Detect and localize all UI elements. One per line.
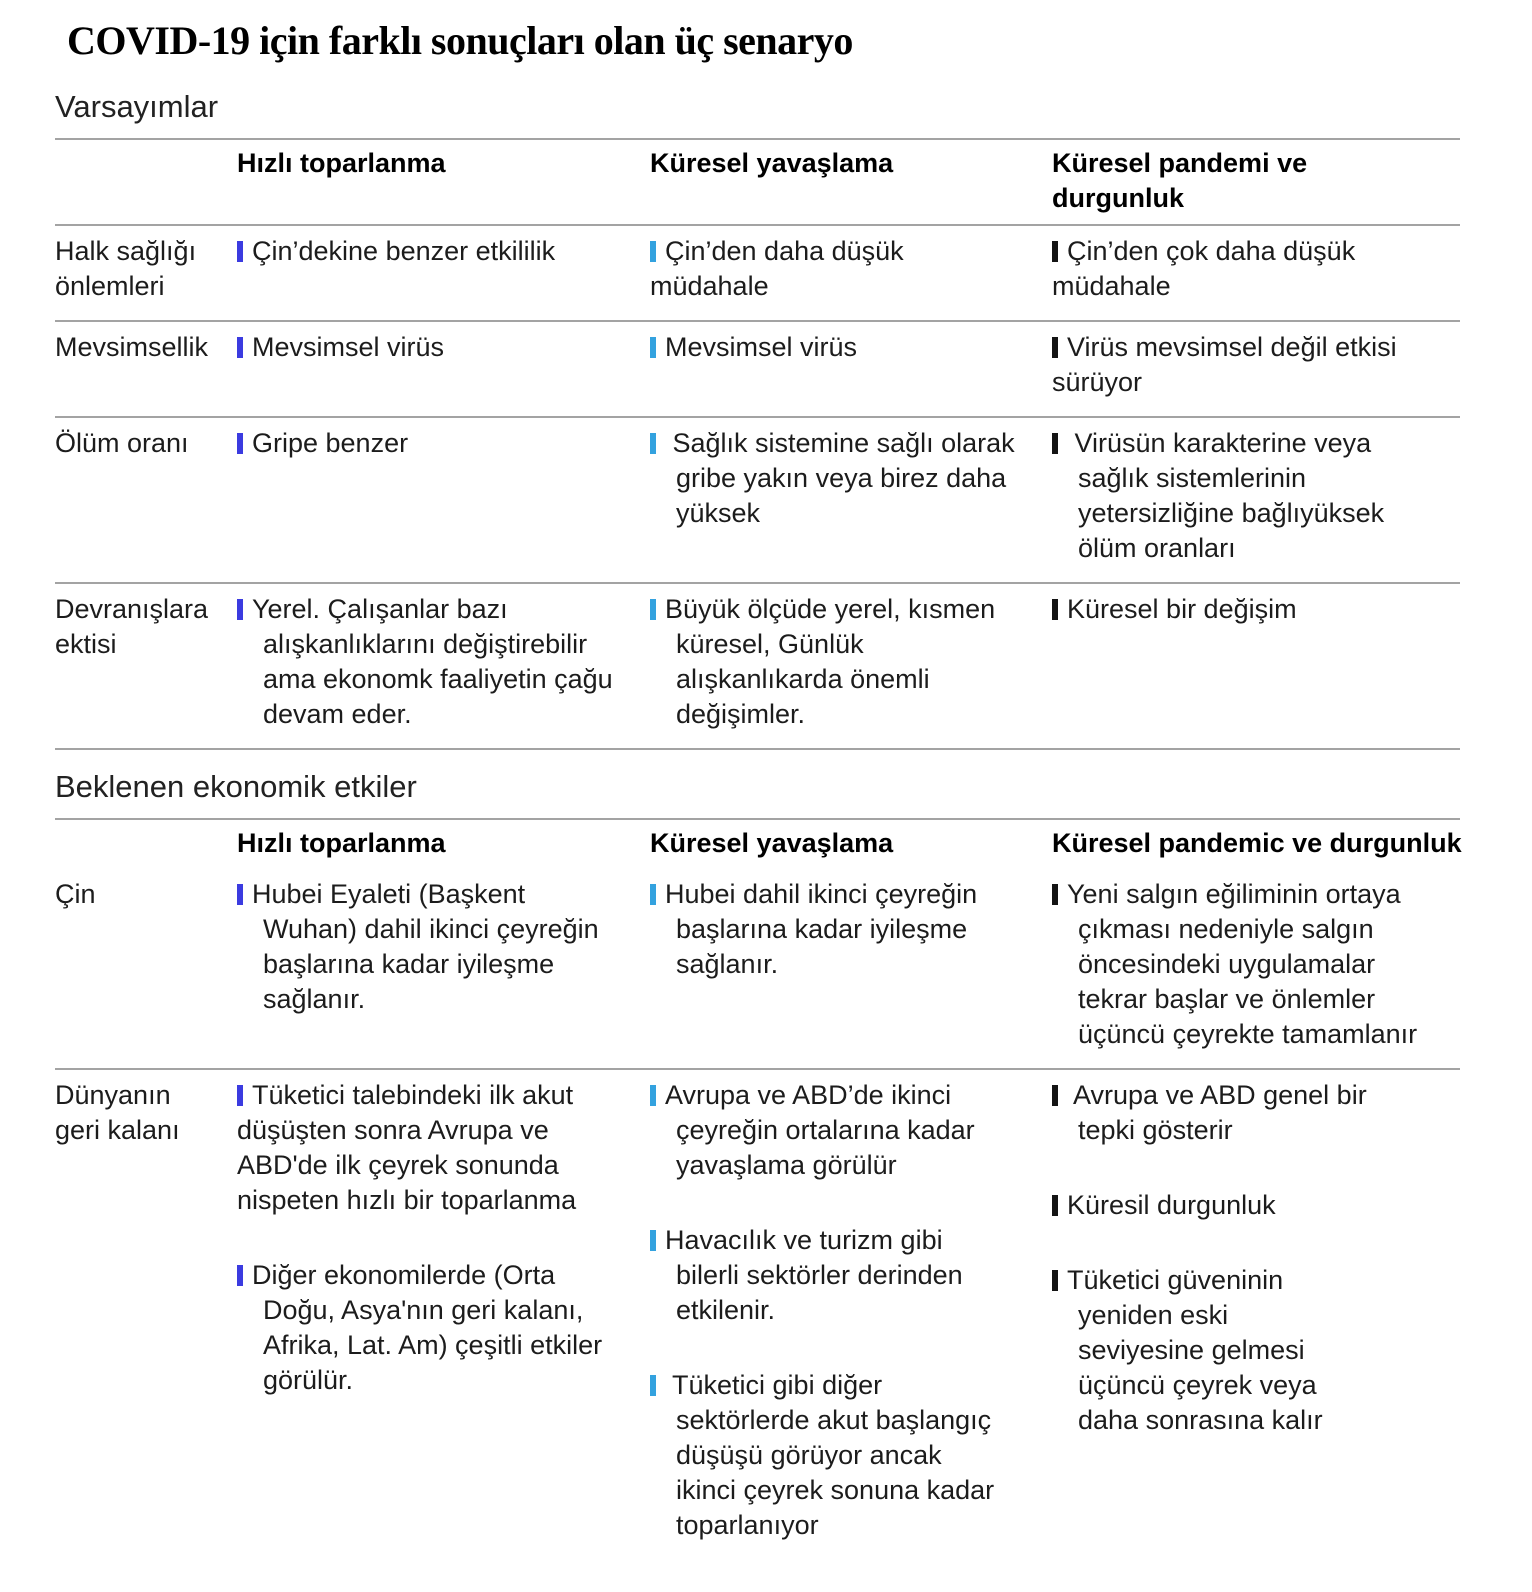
bullet-text: Virüs mevsimsel değil etkisi sürüyor <box>1052 332 1397 397</box>
bullet-text: Havacılık ve turizm gibi bilerli sektörler derinden etkilenir. <box>665 1225 963 1325</box>
bullet-item <box>237 426 622 461</box>
bullet-bar-icon <box>650 1230 656 1251</box>
bullet-text: Hubei Eyaleti (Başkent Wuhan) dahil ikinci çeyreğin başlarına kadar iyileşme sağlanır. <box>252 879 599 1014</box>
bullet-text: Hubei dahil ikinci çeyreğin başlarına kadar iyileşme sağlanır. <box>665 879 978 979</box>
bullet-item <box>650 426 1024 531</box>
bullet-text: Çin’dekine benzer etkililik <box>252 236 556 266</box>
bullet-bar-icon <box>650 884 656 905</box>
bullet-item <box>237 330 622 365</box>
bullet-text: Virüsün karakterine veya sağlık sistemlerinin yetersizliğine bağlıyüksek ölüm oranları <box>1067 428 1385 563</box>
table-cell <box>237 322 650 416</box>
bullet-text: Küresel bir değişim <box>1067 594 1297 624</box>
column-header: Hızlı toparlanma <box>237 828 446 858</box>
table-cell <box>650 418 1052 582</box>
table-row <box>55 1068 1460 1559</box>
table-header-row <box>55 818 1460 869</box>
table-cell <box>650 869 1052 1068</box>
bullet-bar-icon <box>1052 1195 1058 1216</box>
bullet-item <box>1052 330 1432 400</box>
row-label: Halk sağlığı önlemleri <box>55 236 197 301</box>
column-header-spacer <box>55 140 237 224</box>
section-1 <box>55 768 1532 1559</box>
bullet-text: Tüketici talebindeki ilk akut düşüşten sonra Avrupa ve ABD'de ilk çeyrek sonunda nispeten hızlı bir toparlanma <box>237 1080 577 1215</box>
bullet-text: Avrupa ve ABD’de ikinci çeyreğin ortalarına kadar yavaşlama görülür <box>665 1080 975 1180</box>
bullet-text: Avrupa ve ABD genel bir tepki gösterir <box>1067 1080 1367 1145</box>
table-header-row <box>55 138 1460 224</box>
column-header: Küresel pandemi ve durgunluk <box>1052 148 1308 213</box>
sections-container <box>55 88 1532 1559</box>
bullet-bar-icon <box>650 241 656 262</box>
table-cell <box>1052 226 1460 320</box>
bullet-bar-icon <box>237 241 243 262</box>
table-row <box>55 320 1460 416</box>
column-header: Hızlı toparlanma <box>237 148 446 178</box>
table-cell <box>237 226 650 320</box>
bullet-bar-icon <box>237 599 243 620</box>
section-heading: Varsayımlar <box>55 89 219 124</box>
bullet-bar-icon <box>1052 1270 1058 1291</box>
bullet-text: Diğer ekonomilerde (Orta Doğu, Asya'nın geri kalanı, Afrika, Lat. Am) çeşitli etkiler görülür. <box>252 1260 603 1395</box>
row-label: Dünyanın geri kalanı <box>55 1080 180 1145</box>
row-label: Çin <box>55 879 96 909</box>
table-cell <box>650 322 1052 416</box>
table-cell <box>1052 869 1460 1068</box>
bullet-text: Küresil durgunluk <box>1067 1190 1276 1220</box>
bullet-item <box>1052 1263 1348 1438</box>
column-header: Küresel yavaşlama <box>650 828 894 858</box>
bullet-item <box>650 1223 1006 1328</box>
table-cell <box>1052 322 1460 416</box>
bullet-item <box>650 1078 1006 1183</box>
table-cell <box>237 584 650 748</box>
bullet-bar-icon <box>650 337 656 358</box>
bullet-item <box>650 234 950 304</box>
bullet-item <box>1052 234 1432 304</box>
bullet-bar-icon <box>1052 241 1058 262</box>
table-row <box>55 582 1460 748</box>
table-row <box>55 416 1460 582</box>
bullet-bar-icon <box>1052 433 1058 454</box>
bullet-text: Yerel. Çalışanlar bazı alışkanlıklarını değiştirebilir ama ekonomk faaliyetin çağu devam eder. <box>252 594 613 729</box>
bullet-bar-icon <box>1052 599 1058 620</box>
table-cell <box>650 1070 1052 1559</box>
bullet-bar-icon <box>1052 884 1058 905</box>
table-cell <box>1052 1070 1460 1559</box>
bullet-bar-icon <box>650 599 656 620</box>
bullet-bar-icon <box>237 1085 243 1106</box>
bullet-item <box>1052 1188 1402 1223</box>
table-cell <box>1052 584 1460 748</box>
bullet-text: Çin’den daha düşük müdahale <box>650 236 904 301</box>
table-cell <box>237 418 650 582</box>
bullet-item <box>650 1368 1006 1543</box>
scenario-table <box>55 818 1460 1559</box>
page-title: COVID-19 için farklı sonuçları olan üç senaryo <box>67 18 853 63</box>
bullet-text: Mevsimsel virüs <box>252 332 445 362</box>
bullet-bar-icon <box>650 1375 656 1396</box>
table-cell <box>650 226 1052 320</box>
table-cell <box>650 584 1052 748</box>
bullet-text: Mevsimsel virüs <box>665 332 858 362</box>
table-cell <box>237 869 650 1068</box>
bullet-item <box>1052 1078 1428 1148</box>
bullet-bar-icon <box>237 433 243 454</box>
bullet-item <box>237 1258 622 1398</box>
bullet-item <box>237 1078 612 1218</box>
bullet-text: Tüketici gibi diğer sektörlerde akut başlangıç düşüşü görüyor ancak ikinci çeyrek sonuna kadar toparlanıyor <box>665 1370 995 1540</box>
row-label: Devranışlara ektisi <box>55 594 209 659</box>
bullet-text: Sağlık sistemine sağlı olarak gribe yakın veya birez daha yüksek <box>665 428 1015 528</box>
bullet-item <box>237 877 622 1017</box>
table-row <box>55 224 1460 320</box>
table-row <box>55 869 1460 1068</box>
column-header: Küresel pandemic ve durgunluk <box>1052 828 1462 858</box>
bullet-bar-icon <box>650 1085 656 1106</box>
section-0 <box>55 88 1532 750</box>
column-header-spacer <box>55 820 237 869</box>
bullet-item <box>1052 877 1432 1052</box>
bullet-bar-icon <box>237 884 243 905</box>
bullet-item <box>650 592 1011 732</box>
table-cell <box>1052 418 1460 582</box>
bullet-bar-icon <box>650 433 656 454</box>
bullet-item <box>650 877 1006 982</box>
bullet-item <box>1052 426 1428 566</box>
bullet-bar-icon <box>237 1265 243 1286</box>
bullet-item <box>237 592 622 732</box>
row-label: Mevsimsellik <box>55 332 209 362</box>
scenario-table <box>55 138 1460 750</box>
section-heading: Beklenen ekonomik etkiler <box>55 769 417 804</box>
bullet-text: Gripe benzer <box>252 428 409 458</box>
bullet-item <box>650 330 1024 365</box>
bullet-bar-icon <box>237 337 243 358</box>
bullet-text: Yeni salgın eğiliminin ortaya çıkması nedeniyle salgın öncesindeki uygulamalar tekrar başlar ve önlemler üçüncü çeyrekte tamamlanır <box>1067 879 1418 1049</box>
table-cell <box>237 1070 650 1559</box>
bullet-bar-icon <box>1052 337 1058 358</box>
row-label: Ölüm oranı <box>55 428 189 458</box>
bullet-item <box>1052 592 1432 627</box>
bullet-text: Büyük ölçüde yerel, kısmen küresel, Günlük alışkanlıkarda önemli değişimler. <box>665 594 996 729</box>
bullet-text: Tüketici güveninin yeniden eski seviyesine gelmesi üçüncü çeyrek veya daha sonrasına kalır <box>1067 1265 1323 1435</box>
bullet-item <box>237 234 622 269</box>
bullet-text: Çin’den çok daha düşük müdahale <box>1052 236 1356 301</box>
column-header: Küresel yavaşlama <box>650 148 894 178</box>
bullet-bar-icon <box>1052 1085 1058 1106</box>
